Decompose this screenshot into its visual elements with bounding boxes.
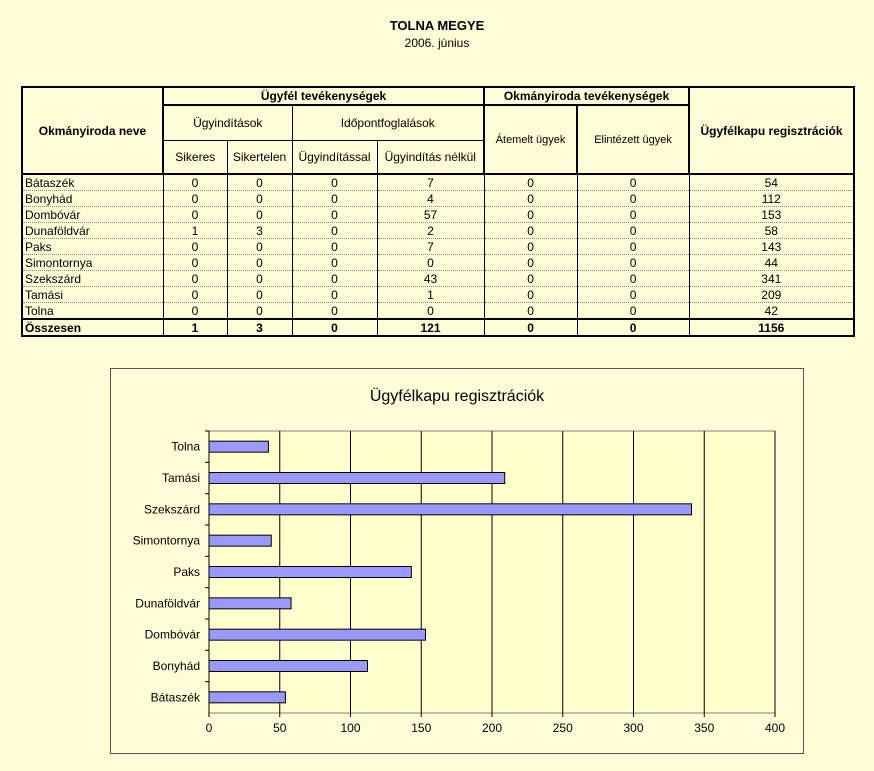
cell-atemelt: 0: [484, 191, 577, 207]
category-label: Tamási: [161, 471, 200, 485]
cell-sikertelen: 0: [227, 303, 292, 320]
bar-Paks: [209, 567, 411, 578]
cell-sikeres: 0: [163, 191, 227, 207]
col-header-sikertelen: Sikertelen: [227, 141, 292, 175]
x-tick-label: 50: [273, 721, 287, 735]
category-label: Bátaszék: [150, 690, 200, 705]
total-sikertelen: 3: [227, 319, 292, 336]
table-row: [22, 271, 854, 287]
x-tick-label: 400: [764, 721, 786, 735]
cell-ugyinditassal: 0: [292, 239, 377, 255]
category-label: Simontornya: [132, 533, 200, 548]
cell-nelkul: 57: [377, 207, 484, 223]
bar-chart: [110, 368, 804, 754]
cell-sikeres: 0: [163, 287, 227, 303]
x-tick-label: 100: [340, 721, 361, 735]
category-label: Dombóvár: [144, 627, 200, 642]
x-tick-label: 300: [623, 721, 644, 735]
total-row: [22, 319, 854, 336]
cell-sikeres: 0: [163, 239, 227, 255]
cell-elintezett: 0: [577, 191, 689, 207]
cell-nelkul: 7: [377, 174, 484, 191]
row-name: Tamási: [22, 287, 163, 303]
statistics-table: [21, 86, 855, 337]
cell-sikertelen: 0: [227, 255, 292, 271]
table-row: [22, 303, 854, 320]
col-header-regisztracio: Ügyfélkapu regisztrációk: [689, 87, 854, 174]
row-name: Dombóvár: [22, 207, 163, 223]
cell-elintezett: 0: [577, 223, 689, 239]
x-tick-label: 350: [694, 721, 715, 735]
category-label: Szekszárd: [143, 502, 200, 517]
cell-reg: 42: [689, 303, 854, 320]
col-header-nelkul: Ügyindítás nélkül: [377, 141, 484, 175]
cell-sikeres: 1: [163, 223, 227, 239]
cell-nelkul: 1: [377, 287, 484, 303]
table-row: [22, 191, 854, 207]
col-header-name: Okmányiroda neve: [22, 87, 163, 174]
cell-ugyinditassal: 0: [292, 174, 377, 191]
table-row: [22, 174, 854, 191]
cell-ugyinditassal: 0: [292, 223, 377, 239]
bar-Bonyhád: [209, 661, 367, 672]
cell-ugyinditassal: 0: [292, 287, 377, 303]
total-sikeres: 1: [163, 319, 227, 336]
col-header-ugyinditassal: Ügyindítással: [292, 141, 377, 175]
row-name: Dunaföldvár: [22, 223, 163, 239]
bar-Bátaszék: [209, 692, 285, 703]
cell-elintezett: 0: [577, 271, 689, 287]
cell-atemelt: 0: [484, 271, 577, 287]
category-label: Dunaföldvár: [135, 596, 200, 611]
table-row: [22, 223, 854, 239]
cell-atemelt: 0: [484, 303, 577, 320]
page-subtitle: 2006. június: [404, 36, 470, 50]
subheader-idopontfoglalasok: Időpontfoglalások: [292, 105, 484, 141]
cell-ugyinditassal: 0: [292, 271, 377, 287]
cell-sikertelen: 0: [227, 271, 292, 287]
cell-ugyinditassal: 0: [292, 207, 377, 223]
group-header-okmany: Okmányiroda tevékenységek: [484, 87, 689, 105]
cell-elintezett: 0: [577, 255, 689, 271]
cell-sikertelen: 0: [227, 207, 292, 223]
chart-svg: [111, 369, 803, 753]
cell-atemelt: 0: [484, 223, 577, 239]
cell-sikeres: 0: [163, 174, 227, 191]
cell-nelkul: 0: [377, 303, 484, 320]
cell-sikeres: 0: [163, 271, 227, 287]
category-label: Paks: [173, 565, 200, 579]
col-header-atemelt: Átemelt ügyek: [484, 105, 577, 174]
bar-Tamási: [209, 473, 505, 484]
row-name: Bátaszék: [22, 174, 163, 191]
subheader-ugyinditasok: Ügyindítások: [163, 105, 292, 141]
cell-sikertelen: 0: [227, 191, 292, 207]
bar-Simontornya: [209, 535, 271, 546]
cell-sikertelen: 0: [227, 239, 292, 255]
cell-ugyinditassal: 0: [292, 303, 377, 320]
total-regisztracio: 1156: [689, 319, 854, 336]
cell-reg: 341: [689, 271, 854, 287]
chart-title: Ügyfélkapu regisztrációk: [369, 388, 545, 405]
table-row: [22, 239, 854, 255]
category-label: Tolna: [171, 439, 200, 454]
cell-ugyinditassal: 0: [292, 191, 377, 207]
cell-nelkul: 0: [377, 255, 484, 271]
row-name: Tolna: [22, 303, 163, 320]
group-header-ugyfel: Ügyfél tevékenységek: [163, 87, 484, 105]
cell-nelkul: 2: [377, 223, 484, 239]
cell-reg: 153: [689, 207, 854, 223]
row-name: Simontornya: [22, 255, 163, 271]
cell-atemelt: 0: [484, 255, 577, 271]
x-tick-label: 200: [481, 721, 503, 735]
total-ugyinditassal: 0: [292, 319, 377, 336]
cell-elintezett: 0: [577, 174, 689, 191]
cell-reg: 54: [689, 174, 854, 191]
cell-reg: 143: [689, 239, 854, 255]
category-label: Bonyhád: [152, 659, 200, 673]
bar-Tolna: [209, 441, 268, 452]
cell-sikertelen: 0: [227, 174, 292, 191]
row-name: Paks: [22, 239, 163, 255]
cell-atemelt: 0: [484, 239, 577, 255]
cell-reg: 112: [689, 191, 854, 207]
cell-sikeres: 0: [163, 255, 227, 271]
total-elintezett: 0: [577, 319, 689, 336]
cell-atemelt: 0: [484, 207, 577, 223]
cell-nelkul: 4: [377, 191, 484, 207]
total-atemelt: 0: [484, 319, 577, 336]
table-row: [22, 207, 854, 223]
cell-reg: 44: [689, 255, 854, 271]
bar-Szekszárd: [209, 504, 692, 515]
x-tick-label: 250: [552, 721, 573, 735]
cell-atemelt: 0: [484, 174, 577, 191]
page-title: TOLNA MEGYE: [389, 18, 485, 33]
row-name: Szekszárd: [22, 271, 163, 287]
x-tick-label: 150: [411, 721, 432, 735]
cell-elintezett: 0: [577, 287, 689, 303]
col-header-elintezett: Elintézett ügyek: [577, 105, 689, 174]
cell-sikeres: 0: [163, 207, 227, 223]
row-name: Bonyhád: [22, 191, 163, 207]
total-nelkul: 121: [377, 319, 484, 336]
cell-elintezett: 0: [577, 239, 689, 255]
total-name: Összesen: [22, 319, 163, 336]
cell-sikeres: 0: [163, 303, 227, 320]
cell-sikertelen: 3: [227, 223, 292, 239]
bar-Dunaföldvár: [209, 598, 291, 609]
cell-atemelt: 0: [484, 287, 577, 303]
table-row: [22, 287, 854, 303]
cell-sikertelen: 0: [227, 287, 292, 303]
col-header-sikeres: Sikeres: [163, 141, 227, 175]
table-row: [22, 255, 854, 271]
x-tick-label: 0: [205, 721, 213, 735]
bar-Dombóvár: [209, 629, 425, 640]
cell-reg: 209: [689, 287, 854, 303]
cell-nelkul: 7: [377, 239, 484, 255]
cell-elintezett: 0: [577, 207, 689, 223]
cell-elintezett: 0: [577, 303, 689, 320]
cell-nelkul: 43: [377, 271, 484, 287]
cell-reg: 58: [689, 223, 854, 239]
cell-ugyinditassal: 0: [292, 255, 377, 271]
